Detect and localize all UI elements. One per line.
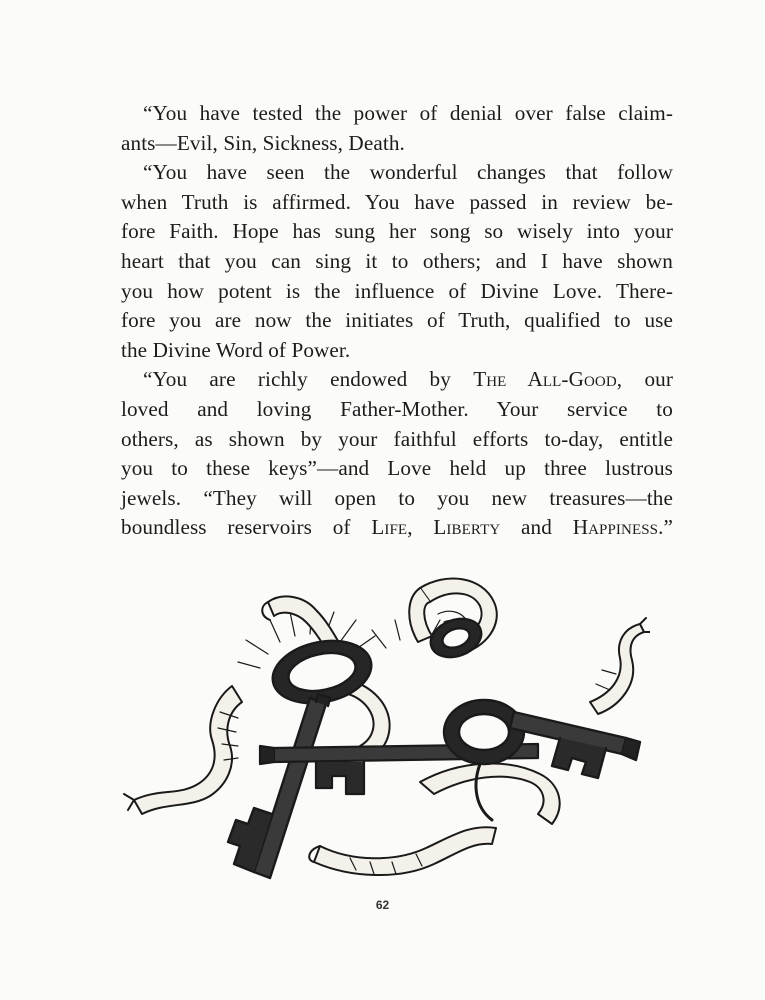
text-line: heart that you can sing it to others; and I have shown [121,248,673,273]
text-run: “You are richly endowed by [143,367,474,392]
keys-and-ribbon-illustration [120,562,650,892]
body-text [121,99,673,543]
text-line: you to these keys”—and Love held up three lustrous [121,456,673,481]
text-line: fore Faith. Hope has sung her song so wisely into your [121,219,673,244]
text-run: boundless reservoirs of [121,515,372,540]
text-line: loved and loving Father-Mother. Your service to [121,396,673,421]
text-line: “You have tested the power of denial over false claim- [143,101,673,125]
small-caps-text: The All-Good [473,367,617,392]
text-line: fore you are now the initiates of Truth, qualified to use [121,308,673,333]
small-caps-text: Happiness [572,515,659,540]
text-run: and [500,515,573,540]
text-line: jewels. “They will open to you new treasures—the [121,485,673,510]
text-line: “You have seen the wonderful changes that follow [143,160,673,185]
text-run: .” [658,515,674,540]
text-run: , [407,515,434,540]
paragraph-1 [121,99,673,158]
text-line: when Truth is affirmed. You have passed in review be- [121,189,673,214]
page-number: 62 [375,898,390,912]
text-run: , our [616,367,673,392]
text-line [121,513,673,543]
paragraph-2 [121,158,673,365]
small-caps-text: Liberty [433,515,501,540]
text-line: the Divine Word of Power. [121,337,351,362]
text-line: others, as shown by your faithful efforts to-day, entitle [121,426,673,451]
text-line [121,365,673,395]
small-caps-text: Life [371,515,408,540]
text-line: ants—Evil, Sin, Sickness, Death. [121,130,405,155]
key-icon [425,612,640,820]
paragraph-3 [121,365,673,543]
text-line: you how potent is the influence of Divine Love. There- [121,278,673,303]
